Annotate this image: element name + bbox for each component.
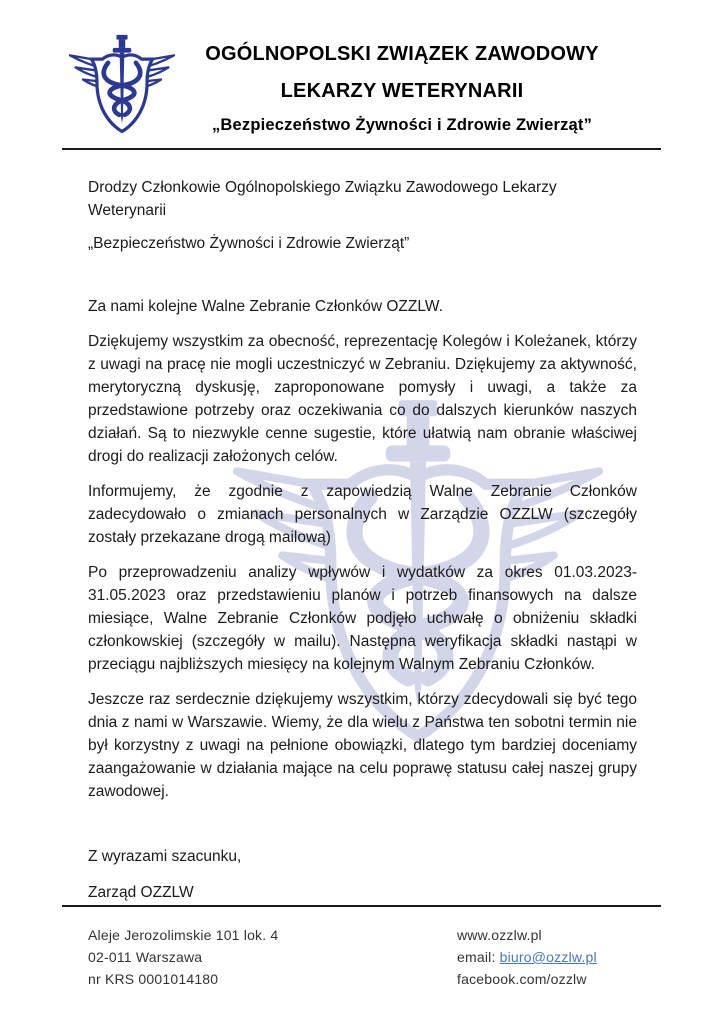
website-url: www.ozzlw.pl (457, 927, 542, 943)
footer-address-block (88, 924, 278, 990)
closing-phrase: Z wyrazami szacunku, (88, 848, 242, 865)
footer-contact-block (457, 924, 637, 990)
paragraph-4: Po przeprowadzeniu analizy wpływów i wydatków za okres 01.03.2023-31.05.2023 oraz przedstawieniu planów i potrzeb finansowych na dalsze miesiące, Walne Zebranie Członków podjęło uchwałę o obniżeniu składki członkowskiej (szczegóły w mailu). Następna weryfikacja składki nastąpi w przeciągu najbliższych miesięcy na kolejnym Walnym Zebraniu Członków. (88, 564, 637, 673)
paragraph-1: Za nami kolejne Walne Zebranie Członków OZZLW. (88, 298, 443, 315)
footer (88, 924, 637, 990)
address-street: Aleje Jerozolimskie 101 lok. 4 (88, 927, 279, 943)
krs-number: nr KRS 0001014180 (88, 971, 219, 987)
org-name-line2: LEKARZY WETERYNARII (280, 80, 524, 102)
email-label: email: (457, 949, 500, 965)
letter-body (88, 176, 637, 904)
letterhead (62, 34, 662, 138)
org-motto: „Bezpieczeństwo Żywności i Zdrowie Zwierząt” (211, 116, 593, 134)
salutation-line1: Drodzy Członkowie Ogólnopolskiego Związku Zawodowego Lekarzy Weterynarii (88, 179, 557, 219)
salutation-line2: „Bezpieczeństwo Żywności i Zdrowie Zwierząt” (88, 235, 410, 252)
salutation (88, 176, 637, 255)
address-city: 02-011 Warszawa (88, 949, 203, 965)
paragraph-5: Jeszcze raz serdecznie dziękujemy wszystkim, którzy zdecydowali się być tego dnia z nami w Warszawie. Wiemy, że dla wielu z Państwa ten sobotni termin nie był korzystny z uwagi na pełnione obowiązki, dlatego tym bardziej doceniamy zaangażowanie w działania mające na celu poprawę statusu całej naszej grupy zawodowej. (88, 691, 637, 800)
paragraph-3: Informujemy, że zgodnie z zapowiedzią Walne Zebranie Członków zadecydowało o zmianach personalnych w Zarządzie OZZLW (szczegóły zostały przekazane drogą mailową) (88, 483, 637, 546)
paragraph-2: Dziękujemy wszystkim za obecność, reprezentację Kolegów i Koleżanek, którzy z uwagi na pracę nie mogli uczestniczyć w Zebraniu. Dziękujemy za aktywność, merytoryczną dyskusję, zaproponowane pomysły i uwagi, a także za przedstawione potrzeby oraz oczekiwania co do dalszych kierunków naszych działań. Są to niezwykle cenne sugestie, które ułatwią nam obranie właściwej drogi do realizacji założonych celów. (88, 333, 637, 465)
letterhead-text (196, 34, 608, 135)
header-divider (62, 148, 661, 150)
closing-signature: Zarząd OZZLW (88, 884, 194, 901)
email-link[interactable]: biuro@ozzlw.pl (499, 949, 597, 965)
organization-logo-icon (62, 34, 186, 138)
facebook-url: facebook.com/ozzlw (457, 971, 587, 987)
footer-divider (62, 905, 661, 907)
closing (88, 845, 637, 904)
org-name-line1: OGÓLNOPOLSKI ZWIĄZEK ZAWODOWY (205, 43, 599, 65)
email-line (457, 946, 637, 968)
